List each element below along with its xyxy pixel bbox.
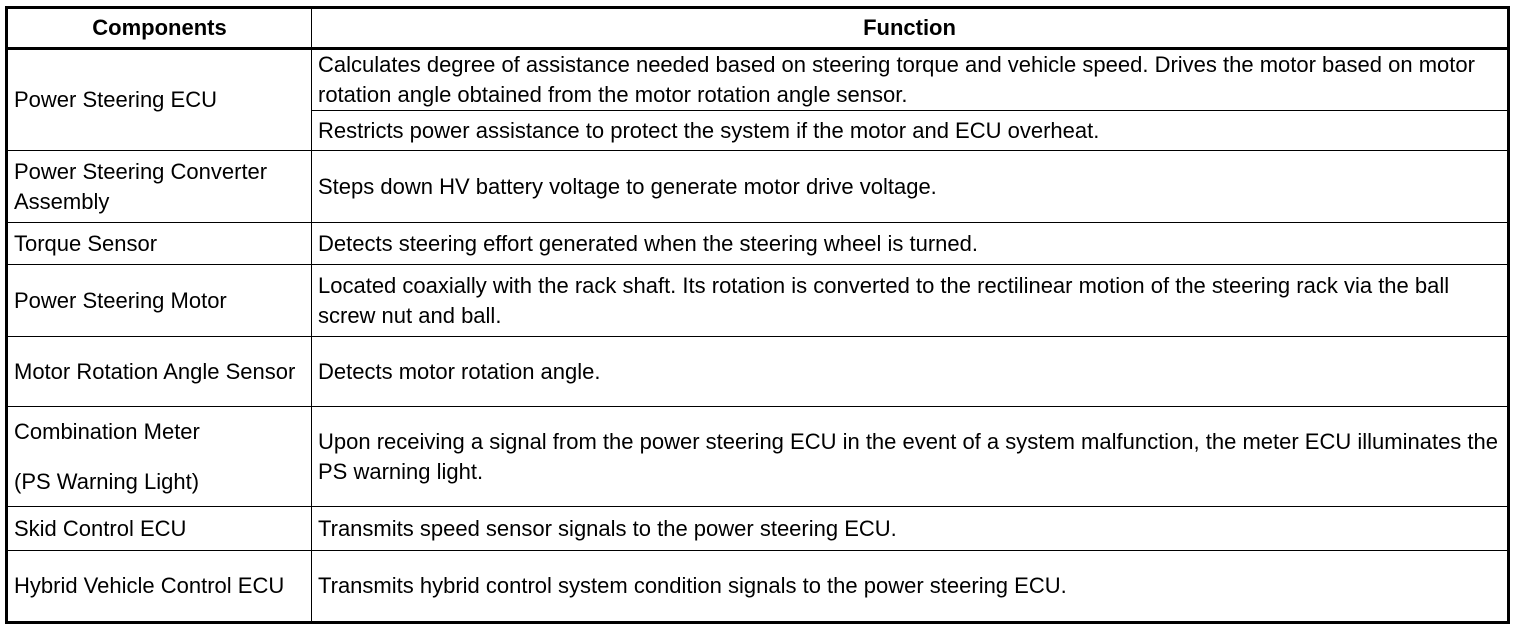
table-row (7, 507, 1509, 551)
function-cell: Located coaxially with the rack shaft. Its rotation is converted to the rectilinear motion of the steering rack via the ball screw nut and ball. (312, 265, 1509, 337)
function-cell: Detects steering effort generated when the steering wheel is turned. (312, 223, 1509, 265)
component-cell (7, 407, 312, 507)
function-cell: Restricts power assistance to protect the system if the motor and ECU overheat. (312, 111, 1509, 151)
function-cell: Transmits speed sensor signals to the power steering ECU. (312, 507, 1509, 551)
line-spacer (14, 447, 305, 467)
function-cell: Upon receiving a signal from the power steering ECU in the event of a system malfunction, the meter ECU illuminates the PS warning light. (312, 407, 1509, 507)
table-row (7, 407, 1509, 507)
function-cell: Steps down HV battery voltage to generate motor drive voltage. (312, 151, 1509, 223)
components-function-table-container (5, 6, 1507, 624)
component-cell: Power Steering ECU (7, 49, 312, 151)
header-function: Function (312, 8, 1509, 49)
table-row-power-steering-ecu-1 (7, 49, 1509, 111)
table-header-row (7, 8, 1509, 49)
table-row (7, 151, 1509, 223)
function-cell: Transmits hybrid control system condition signals to the power steering ECU. (312, 551, 1509, 623)
component-subtitle: (PS Warning Light) (14, 468, 200, 494)
component-cell: Power Steering Converter Assembly (7, 151, 312, 223)
component-cell: Power Steering Motor (7, 265, 312, 337)
component-name: Combination Meter (14, 418, 200, 444)
component-cell: Hybrid Vehicle Control ECU (7, 551, 312, 623)
component-cell: Motor Rotation Angle Sensor (7, 337, 312, 407)
table-row (7, 551, 1509, 623)
header-components: Components (7, 8, 312, 49)
table-row (7, 265, 1509, 337)
component-cell: Torque Sensor (7, 223, 312, 265)
table-row (7, 337, 1509, 407)
component-cell: Skid Control ECU (7, 507, 312, 551)
function-cell: Calculates degree of assistance needed based on steering torque and vehicle speed. Drives the motor based on motor rotation angle obtained from the motor rotation angle sensor. (312, 49, 1509, 111)
components-function-table (5, 6, 1510, 624)
function-cell: Detects motor rotation angle. (312, 337, 1509, 407)
table-row (7, 223, 1509, 265)
